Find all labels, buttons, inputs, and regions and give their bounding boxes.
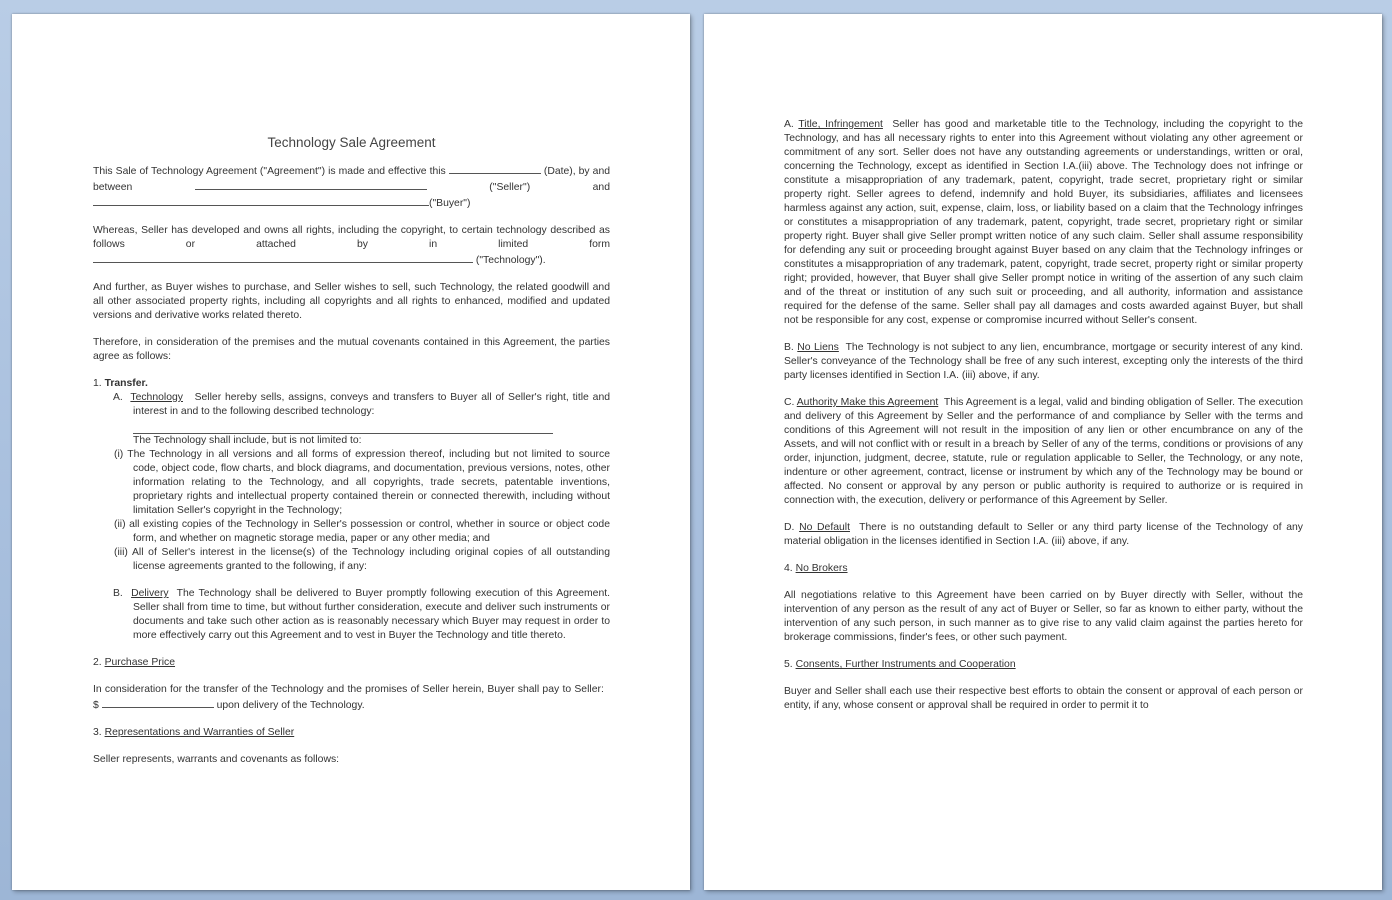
section-5-heading bbox=[784, 658, 1303, 672]
clause-text: Seller hereby sells, assigns, conveys and transfers to Buyer all of Seller's right, title and interest in and to the following described technology: bbox=[133, 392, 611, 417]
section-title: Transfer. bbox=[104, 378, 148, 389]
clause-text: There is no outstanding default to Seller or any third party license of the Technology of any material obligation in the licenses identified in Section I.A. (iii) above, if any. bbox=[784, 522, 1304, 547]
clause-text: Seller has good and marketable title to the Technology, including the copyright to the Technology, and has all necessary rights to enter into this Agreement without violating any other agreement or commitment of any sort. Seller does not have any outstanding agreements or understandings, written or oral, concerning the Technology, except as identified in Section I.A.(iii) above. The Technology does not infringe or constitute a misappropriation of any trademark, patent, copyright, trade secret, proprietary right or similar property right. Seller agrees to defend, indemnify and hold Buyer, its subsidiaries, affiliates and licensees harmless against any action, suit, expense, claim, loss, or liability based on a claim that the Technology infringes or constitutes a misappropriation of any trademark, patent, copyright, trade secret, proprietary right or similar property right. Buyer shall give Seller prompt written notice of any such claim. Seller shall assume responsibility for defending any suit or proceeding brought against Buyer based on any claim that the Technology infringes or constitutes a misappropriation of any trademark, patent, copyright, trade secret, property right or similar property right; provided, however, that Buyer shall give Seller prompt notice in writing of the assertion of any such claim and of the threat or institution of any such suit or proceeding, and all authority, information and assistance required for the defense of the same. Seller shall pay all damages and costs awarded against Buyer, but shall not be responsible for any cost, expense or compromise incurred without Seller's consent. bbox=[784, 119, 1304, 326]
represents-paragraph: Seller represents, warrants and covenants as follows: bbox=[93, 754, 340, 765]
therefore-paragraph: Therefore, in consideration of the premises and the mutual covenants contained in this Agreement, the parties agree as follows: bbox=[93, 337, 610, 362]
description-blank[interactable] bbox=[133, 419, 553, 434]
clause-3a bbox=[784, 118, 1303, 328]
price-text-2: upon delivery of the Technology. bbox=[216, 700, 365, 711]
clause-3b bbox=[784, 341, 1303, 383]
clause-title: No Default bbox=[799, 522, 850, 533]
item-i: (i) The Technology in all versions and all forms of expression thereof, including but not limited to source code, object code, flow charts, and block diagrams, and documentation, previous versions, notes, other information relating to the Technology, and all copyrights, trade secrets, patentable inventions, proprietary rights and intellectual property contained therein or connected therewith, including without limitation Seller's copyright in the Technology; bbox=[114, 449, 610, 516]
clause-text: The Technology is not subject to any lien, encumbrance, mortgage or security interest of any kind. Seller's conveyance of the Technology shall be free of any such interest, excepting only the interests of the third party licenses identified in Section I.A. (iii) above, if any. bbox=[784, 342, 1304, 381]
seller-label: ("Seller") and bbox=[489, 182, 610, 193]
clause-title: Technology bbox=[130, 392, 183, 403]
section-number: 1. bbox=[93, 378, 102, 389]
consents-paragraph: Buyer and Seller shall each use their respective best efforts to obtain the consent or approval of each person or entity, if any, whose consent or approval shall be required in order to permit it to bbox=[784, 686, 1303, 711]
include-intro: The Technology shall include, but is not limited to: bbox=[133, 435, 362, 446]
document-title: Technology Sale Agreement bbox=[267, 135, 436, 150]
section-4-heading bbox=[784, 562, 1303, 576]
section-title: Consents, Further Instruments and Cooperation bbox=[795, 659, 1016, 670]
dollar-sign: $ bbox=[93, 700, 99, 711]
clause-title: No Liens bbox=[797, 342, 839, 353]
clause-letter: D. bbox=[784, 522, 795, 533]
clause-3d bbox=[784, 521, 1303, 549]
section-title: Purchase Price bbox=[104, 657, 176, 668]
document-page-1 bbox=[12, 14, 690, 890]
section-number: 5. bbox=[784, 659, 793, 670]
brokers-paragraph: All negotiations relative to this Agreement have been carried on by Buyer directly with Seller, without the intervention of any person as the result of any act of Buyer or Seller, so far as known to either party, without the intervention of any such person, in such manner as to give rise to any valid claim against the parties hereto for brokerage commissions, finder's fees, or other such payment. bbox=[784, 590, 1303, 643]
price-paragraph bbox=[93, 683, 610, 713]
item-ii: (ii) all existing copies of the Technology in Seller's possession or control, whether in source or object code form, and whether on magnetic storage media, paper or any other media; and bbox=[114, 519, 610, 544]
clause-text: This Agreement is a legal, valid and binding obligation of Seller. The execution and delivery of this Agreement by Seller and the performance of and compliance by Seller with the terms and conditions of this Agreement will not result in the imposition of any lien or other encumbrance on any of the Assets, and will not conflict with or result in a breach by Seller of any of the terms, conditions or provisions of any order, injunction, judgment, decree, statute, rule or regulation applicable to Seller, the Technology, or any note, indenture or other agreement, contract, license or instrument by which any of the Technology may be bound or affected. No consent or approval by any person or public authority is required to authorize or is required in connection with, the execution, delivery or performance of this Agreement by Seller. bbox=[784, 397, 1304, 506]
section-3-heading bbox=[93, 726, 610, 740]
clause-letter: A. bbox=[113, 392, 123, 403]
clause-letter: B. bbox=[784, 342, 794, 353]
buyer-blank[interactable] bbox=[93, 195, 429, 206]
section-number: 4. bbox=[784, 563, 793, 574]
section-1-heading bbox=[93, 377, 610, 391]
document-page-2 bbox=[704, 14, 1382, 890]
section-number: 3. bbox=[93, 727, 102, 738]
whereas-text: Whereas, Seller has developed and owns all rights, including the copyright, to certain technology described as follows or attached by in limited form bbox=[93, 225, 610, 250]
clause-letter: A. bbox=[784, 119, 794, 130]
intro-text-2: (Date), by and between bbox=[93, 166, 611, 193]
date-blank[interactable] bbox=[449, 163, 541, 174]
section-number: 2. bbox=[93, 657, 102, 668]
clause-text: The Technology shall be delivered to Buyer promptly following execution of this Agreement. Seller shall from time to time, but without further consideration, execute and deliver such instruments or documents and take such other action as is reasonably necessary which Buyer may request in order to more effectively carry out this Agreement and to vest in Buyer the Technology and title thereto. bbox=[133, 588, 611, 641]
technology-label: ("Technology"). bbox=[475, 255, 546, 266]
clause-3c bbox=[784, 396, 1303, 508]
intro-paragraph bbox=[93, 163, 610, 211]
intro-text: This Sale of Technology Agreement ("Agreement") is made and effective this bbox=[93, 166, 446, 177]
clause-title: Title, Infringement bbox=[798, 119, 883, 130]
section-title: Representations and Warranties of Seller bbox=[104, 727, 295, 738]
clause-letter: C. bbox=[784, 397, 795, 408]
clause-title: Authority Make this Agreement bbox=[796, 397, 939, 408]
buyer-label: ("Buyer") bbox=[429, 198, 471, 209]
further-paragraph: And further, as Buyer wishes to purchase, and Seller wishes to sell, such Technology, the related goodwill and all other associated property rights, including all copyrights and all rights to enhanced, modified and updated versions and derivative works related thereto. bbox=[93, 282, 610, 321]
whereas-paragraph bbox=[93, 224, 610, 268]
section-2-heading bbox=[93, 656, 610, 670]
technology-blank[interactable] bbox=[93, 252, 473, 263]
clause-1a bbox=[93, 391, 610, 419]
clause-letter: B. bbox=[113, 588, 123, 599]
clause-1b bbox=[93, 587, 610, 643]
price-blank[interactable] bbox=[102, 697, 214, 708]
price-text: In consideration for the transfer of the Technology and the promises of Seller herein, Buyer shall pay to Seller: bbox=[93, 684, 604, 695]
seller-blank[interactable] bbox=[195, 179, 427, 190]
clause-title: Delivery bbox=[131, 588, 169, 599]
section-title: No Brokers bbox=[795, 563, 848, 574]
item-iii: (iii) All of Seller's interest in the license(s) of the Technology including original copies of all outstanding license agreements granted to the following, if any: bbox=[114, 547, 610, 572]
